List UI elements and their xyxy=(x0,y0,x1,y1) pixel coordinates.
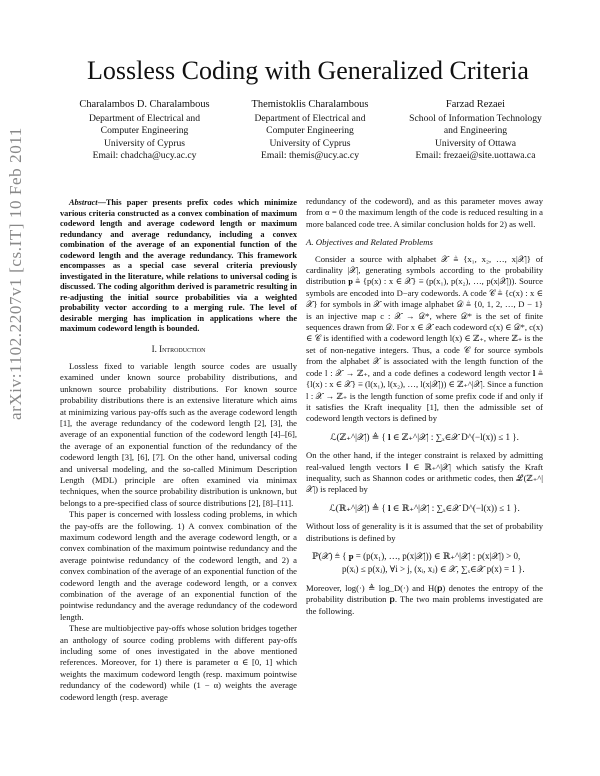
author-1 xyxy=(62,99,227,163)
section-heading: I. Introduction xyxy=(151,343,206,354)
arxiv-stamp: arXiv:1102.2207v1 [cs.IT] 10 Feb 2011 xyxy=(6,127,25,420)
author-affiliation: Computer Engineering xyxy=(266,125,354,137)
abstract-lead: Abstract xyxy=(69,198,98,207)
equation-kraft-integer: ℒ(ℤ₊^|𝒳|) ≜ { 𝐥 ∈ ℤ₊^|𝒳| : ∑ₓ∈𝒳 D^(−l(x)) ≤ 1 }. xyxy=(330,431,519,442)
author-name: Charalambos D. Charalambous xyxy=(79,99,210,110)
author-2 xyxy=(228,99,393,163)
paragraph: On the other hand, if the integer constraint is relaxed by admitting real-valued length vectors 𝐥 ∈ ℝ₊^|𝒳| which satisfy the Kraft inequality, such as Shannon codes or arithmetic codes, then ℒ(ℤ₊^|𝒳|) is replaced by xyxy=(306,450,543,495)
paragraph: These are multiobjective pay-offs whose solution bridges together an anthology of source coding problems with different pay-offs including some of ones investigated in the above mentioned references. Moreover, for 1) there is parameter α ∈ [0, 1] which weights the maximum codeword length (resp. maximum pointwise redundancy of the codeword) while (1 − α) weights the average codeword length (resp. average xyxy=(60,623,297,702)
equation-probability-set xyxy=(306,551,543,576)
paragraph: Moreover, log(·) ≜ log_D(·) and H(𝐩) denotes the entropy of the probability distribution 𝐩. The two main problems investigated are the following. xyxy=(306,582,543,616)
author-affiliation: University of Cyprus xyxy=(269,137,351,149)
author-name: Themistoklis Charalambous xyxy=(251,99,369,110)
author-affiliation: Department of Electrical and xyxy=(88,112,201,124)
paragraph: This paper is concerned with lossless coding problems, in which the pay-offs are the following. 1) A convex combination of the maximum codeword length and the average codeword length, or a convex combination of the maximum pointwise redundancy and the average pointwise redundancy of the codeword length, and 2) a convex combination of the average of an exponential function of the codeword length and the average codeword length, or a convex combination of the average of an exponential function of the pointwise redundancy and the average redundancy of the codeword length. xyxy=(60,509,297,622)
author-affiliation: Department of Electrical and xyxy=(254,112,366,124)
paper-title: Lossless Coding with Generalized Criteria xyxy=(87,56,529,85)
abstract xyxy=(60,198,297,335)
right-column xyxy=(306,196,543,617)
author-email: Email: chadcha@ucy.ac.cy xyxy=(92,150,197,162)
subsection-heading: A. Objectives and Related Problems xyxy=(306,237,433,248)
left-column xyxy=(60,198,297,703)
author-affiliation: School of Information Technology xyxy=(409,112,542,124)
author-3 xyxy=(393,99,558,163)
author-name: Farzad Rezaei xyxy=(445,99,506,110)
author-affiliation: University of Ottawa xyxy=(435,137,516,149)
paragraph: Consider a source with alphabet 𝒳 ≜ {x₁, x₂, …, x|𝒳|} of cardinality |𝒳|, generating symbols according to the probability distribution 𝐩 ≜ {p(x) : x ∈ 𝒳} ≡ (p(x₁), p(x₂), …, p(x|𝒳|)). Source symbols are encoded into D−ary codewords. A code 𝒞 ≜ {c(x) : x ∈ 𝒳} for symbols in 𝒳 with image alphabet 𝒟 ≜ {0, 1, 2, …, D − 1} is an injective map c : 𝒳 → 𝒟*, where 𝒟* is the set of finite sequences drawn from 𝒟. For x ∈ 𝒳 each codeword c(x) ∈ 𝒟*, c(x) ∈ 𝒞 is identified with a codeword length l(x) ∈ ℤ₊, where ℤ₊ is the set of non-negative integers. Thus, a code 𝒞 for source symbols from the alphabet 𝒳 is associated with the length function of the code l : 𝒳 → ℤ₊, and a code defines a codeword length vector 𝐥 ≜ {l(x) : x ∈ 𝒳} ≡ (l(x₁), l(x₂), …, l(x|𝒳|)) ∈ ℤ₊^|𝒳|. Since a function l : 𝒳 → ℤ₊ is the length function of some prefix code if and only if it satisfies the Kraft inequality [1], then the admissible set of codeword length vectors is defined by xyxy=(306,253,543,424)
author-email: Email: frezaei@site.uottawa.ca xyxy=(415,150,536,162)
author-affiliation: Computer Engineering xyxy=(100,125,189,137)
equation-line: ℙ(𝒳) ≜ { 𝐩 = (p(x₁), …, p(x|𝒳|)) ∈ ℝ₊^|𝒳| : p(x|𝒳|) > 0, xyxy=(312,550,521,561)
paragraph: Without loss of generality is it is assumed that the set of probability distributions is defined by xyxy=(306,521,543,543)
equation-line: p(xᵢ) ≤ p(xⱼ), ∀i > j, (xᵢ, xⱼ) ∈ 𝒳, ∑ₓ∈𝒳 p(x) = 1 }. xyxy=(342,564,525,575)
author-affiliation: and Engineering xyxy=(443,125,508,137)
paragraph: Lossless fixed to variable length source codes are usually examined under known source probability distributions, and unknown source probability distributions. For known source probability distributions there is an extensive literature which aims at minimizing various pay-offs such as the average codeword length [1], the average redundancy of the codeword length [2], [3], the average of an exponential function of the codeword length [4]–[6], the average of an exponential function of the redundancy of the codeword length [3], [6], [7]. On the other hand, universal coding and universal modeling, and the so-called Minimum Description Length (MDL) principle are often examined via minimax techniques, when the source probability distribution is unknown, but belongs to a pre-specified class of source distributions [2], [8]–[11]. xyxy=(60,360,297,508)
author-email: Email: themis@ucy.ac.cy xyxy=(261,150,359,162)
author-affiliation: University of Cyprus xyxy=(103,137,185,149)
abstract-text: —This paper presents prefix codes which minimize various criteria constructed as a convex combination of maximum codeword length and average codeword length or maximum redundancy and average redundancy, including a convex combination of the average of an exponential function of the codeword length and the average redundancy. This framework encompasses as a special case several criteria previously investigated in the literature, while relations to universal coding is discussed. The coding algorithm derived is parametric resulting in re-adjusting the initial source probabilities via a weighted probability vector according to a merging rule. The level of desirable merging has implication in applications where the maximum codeword length is bounded. xyxy=(60,198,297,333)
paragraph: redundancy of the codeword), and as this parameter moves away from α = 0 the maximum length of the code is reduced resulting in a more balanced code tree. A similar conclusion holds for 2) as well. xyxy=(306,196,543,229)
equation-kraft-real: ℒ(ℝ₊^|𝒳|) ≜ { 𝐥 ∈ ℝ₊^|𝒳| : ∑ₓ∈𝒳 D^(−l(x)) ≤ 1 }. xyxy=(329,502,520,513)
author-block xyxy=(62,99,558,163)
